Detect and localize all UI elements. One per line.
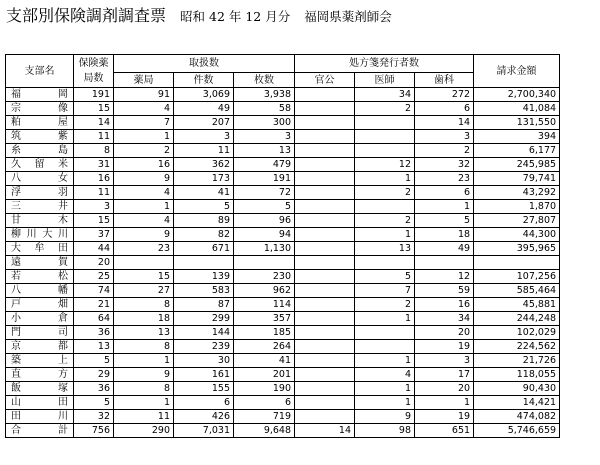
cell-claim: 2,700,340 [474, 88, 560, 102]
cell-ins: 21 [74, 298, 114, 312]
header-cases: 件数 [174, 73, 234, 88]
cell-sheets: 3 [234, 130, 295, 144]
survey-table [5, 54, 560, 438]
cell-sheets: 264 [234, 340, 295, 354]
cell-den: 12 [415, 270, 474, 284]
table-row [6, 228, 560, 242]
title-organization: 福岡県薬剤師会 [304, 9, 392, 24]
cell-pub: 14 [295, 424, 355, 438]
cell-name: 宗像 [6, 102, 74, 116]
header-row-1 [6, 55, 560, 73]
table-row [6, 242, 560, 256]
cell-doc: 5 [355, 270, 415, 284]
cell-doc: 34 [355, 88, 415, 102]
cell-ins: 32 [74, 410, 114, 424]
cell-ins: 3 [74, 200, 114, 214]
table-row [6, 144, 560, 158]
cell-claim: 585,464 [474, 284, 560, 298]
table-row [6, 298, 560, 312]
cell-sheets: 185 [234, 326, 295, 340]
cell-pub [295, 228, 355, 242]
cell-ins: 37 [74, 228, 114, 242]
cell-ins: 25 [74, 270, 114, 284]
cell-ph: 4 [114, 102, 174, 116]
cell-sheets: 190 [234, 382, 295, 396]
cell-sheets: 300 [234, 116, 295, 130]
cell-name: 福岡 [6, 88, 74, 102]
cell-den: 49 [415, 242, 474, 256]
cell-name: 門司 [6, 326, 74, 340]
cell-name: 八幡 [6, 284, 74, 298]
cell-sheets: 13 [234, 144, 295, 158]
cell-doc: 9 [355, 410, 415, 424]
cell-den: 2 [415, 144, 474, 158]
cell-doc: 2 [355, 298, 415, 312]
header-public: 官公 [295, 73, 355, 88]
cell-ins: 15 [74, 102, 114, 116]
cell-doc [355, 340, 415, 354]
cell-den: 651 [415, 424, 474, 438]
cell-cases: 139 [174, 270, 234, 284]
cell-claim: 45,881 [474, 298, 560, 312]
cell-claim: 224,562 [474, 340, 560, 354]
cell-sheets: 5 [234, 200, 295, 214]
cell-ph: 8 [114, 340, 174, 354]
cell-sheets: 479 [234, 158, 295, 172]
cell-ins: 8 [74, 144, 114, 158]
cell-pub [295, 298, 355, 312]
cell-ins: 756 [74, 424, 114, 438]
cell-cases: 161 [174, 368, 234, 382]
cell-claim: 44,300 [474, 228, 560, 242]
header-dentist: 歯科 [415, 73, 474, 88]
cell-cases: 207 [174, 116, 234, 130]
table-row [6, 102, 560, 116]
cell-ph: 7 [114, 116, 174, 130]
table-row [6, 382, 560, 396]
cell-doc [355, 200, 415, 214]
cell-pub [295, 158, 355, 172]
cell-pub [295, 242, 355, 256]
cell-sheets: 191 [234, 172, 295, 186]
cell-doc: 2 [355, 214, 415, 228]
cell-doc [355, 256, 415, 270]
header-claim: 請求金額 [474, 55, 560, 88]
cell-pub [295, 256, 355, 270]
cell-pub [295, 284, 355, 298]
cell-doc [355, 130, 415, 144]
cell-cases: 7,031 [174, 424, 234, 438]
cell-ph: 13 [114, 326, 174, 340]
cell-sheets: 96 [234, 214, 295, 228]
cell-doc: 98 [355, 424, 415, 438]
cell-den: 14 [415, 116, 474, 130]
cell-pub [295, 186, 355, 200]
header-prescriber: 処方箋発行者数 [295, 55, 474, 73]
cell-name: 浮羽 [6, 186, 74, 200]
cell-ph: 1 [114, 354, 174, 368]
cell-doc: 1 [355, 354, 415, 368]
cell-name: 八女 [6, 172, 74, 186]
cell-doc: 7 [355, 284, 415, 298]
cell-pub [295, 312, 355, 326]
cell-name: 京都 [6, 340, 74, 354]
table-row [6, 270, 560, 284]
cell-name: 大牟田 [6, 242, 74, 256]
cell-ins: 13 [74, 340, 114, 354]
cell-pub [295, 326, 355, 340]
table-row [6, 130, 560, 144]
cell-ins: 20 [74, 256, 114, 270]
cell-claim: 6,177 [474, 144, 560, 158]
cell-ph: 91 [114, 88, 174, 102]
cell-claim: 79,741 [474, 172, 560, 186]
cell-cases: 87 [174, 298, 234, 312]
cell-claim: 474,082 [474, 410, 560, 424]
cell-ph: 1 [114, 200, 174, 214]
cell-claim: 131,550 [474, 116, 560, 130]
cell-cases: 41 [174, 186, 234, 200]
cell-den: 19 [415, 340, 474, 354]
cell-doc: 12 [355, 158, 415, 172]
cell-cases: 239 [174, 340, 234, 354]
cell-pub [295, 270, 355, 284]
cell-den: 17 [415, 368, 474, 382]
cell-ph: 290 [114, 424, 174, 438]
cell-den: 20 [415, 326, 474, 340]
cell-doc [355, 144, 415, 158]
cell-ph: 15 [114, 270, 174, 284]
cell-doc: 1 [355, 396, 415, 410]
cell-doc: 2 [355, 186, 415, 200]
cell-ins: 36 [74, 382, 114, 396]
table-row [6, 158, 560, 172]
cell-doc [355, 116, 415, 130]
table-row [6, 116, 560, 130]
cell-ph: 1 [114, 396, 174, 410]
cell-name: 三井 [6, 200, 74, 214]
cell-name: 戸畑 [6, 298, 74, 312]
cell-claim: 14,421 [474, 396, 560, 410]
cell-cases: 11 [174, 144, 234, 158]
cell-ins: 5 [74, 354, 114, 368]
cell-sheets: 94 [234, 228, 295, 242]
cell-pub [295, 214, 355, 228]
cell-sheets: 230 [234, 270, 295, 284]
cell-doc [355, 326, 415, 340]
cell-pub [295, 368, 355, 382]
cell-den: 1 [415, 396, 474, 410]
table-row [6, 354, 560, 368]
cell-ins: 64 [74, 312, 114, 326]
cell-cases: 671 [174, 242, 234, 256]
cell-den: 19 [415, 410, 474, 424]
cell-den: 20 [415, 382, 474, 396]
cell-pub [295, 102, 355, 116]
cell-den [415, 256, 474, 270]
cell-den: 34 [415, 312, 474, 326]
cell-den: 6 [415, 102, 474, 116]
cell-den: 59 [415, 284, 474, 298]
cell-name: 山田 [6, 396, 74, 410]
cell-den: 18 [415, 228, 474, 242]
cell-claim: 394 [474, 130, 560, 144]
cell-pub [295, 200, 355, 214]
cell-cases: 82 [174, 228, 234, 242]
cell-claim: 244,248 [474, 312, 560, 326]
cell-den: 3 [415, 354, 474, 368]
cell-claim: 102,029 [474, 326, 560, 340]
cell-cases: 30 [174, 354, 234, 368]
cell-den: 23 [415, 172, 474, 186]
table-row [6, 186, 560, 200]
cell-sheets [234, 256, 295, 270]
cell-cases: 89 [174, 214, 234, 228]
cell-sheets: 962 [234, 284, 295, 298]
cell-name: 粕屋 [6, 116, 74, 130]
cell-ph: 4 [114, 186, 174, 200]
cell-claim: 21,726 [474, 354, 560, 368]
table-row [6, 256, 560, 270]
cell-ph: 8 [114, 382, 174, 396]
table-row [6, 326, 560, 340]
cell-name: 糸島 [6, 144, 74, 158]
cell-den: 5 [415, 214, 474, 228]
cell-sheets: 6 [234, 396, 295, 410]
table-row [6, 340, 560, 354]
cell-pub [295, 354, 355, 368]
cell-claim: 27,807 [474, 214, 560, 228]
cell-ins: 16 [74, 172, 114, 186]
cell-ins: 5 [74, 396, 114, 410]
cell-claim: 107,256 [474, 270, 560, 284]
table-row [6, 424, 560, 438]
table-row [6, 200, 560, 214]
header-doctor: 医師 [355, 73, 415, 88]
table-row [6, 312, 560, 326]
cell-doc: 1 [355, 172, 415, 186]
cell-ins: 44 [74, 242, 114, 256]
cell-name: 遠賀 [6, 256, 74, 270]
cell-name: 飯塚 [6, 382, 74, 396]
cell-den: 16 [415, 298, 474, 312]
header-branch: 支部名 [6, 55, 74, 88]
cell-doc: 1 [355, 382, 415, 396]
cell-claim: 1,870 [474, 200, 560, 214]
cell-ph: 9 [114, 172, 174, 186]
cell-claim: 5,746,659 [474, 424, 560, 438]
table-row [6, 410, 560, 424]
cell-sheets: 58 [234, 102, 295, 116]
cell-ins: 36 [74, 326, 114, 340]
table-body [6, 88, 560, 438]
cell-cases: 173 [174, 172, 234, 186]
cell-cases: 155 [174, 382, 234, 396]
cell-cases: 49 [174, 102, 234, 116]
cell-cases: 144 [174, 326, 234, 340]
cell-den: 272 [415, 88, 474, 102]
cell-sheets: 201 [234, 368, 295, 382]
cell-claim: 118,055 [474, 368, 560, 382]
cell-cases: 6 [174, 396, 234, 410]
cell-claim: 245,985 [474, 158, 560, 172]
cell-pub [295, 172, 355, 186]
table-row [6, 368, 560, 382]
cell-name: 甘木 [6, 214, 74, 228]
title-period: 昭和 42 年 12 月分 [180, 9, 291, 24]
cell-claim [474, 256, 560, 270]
cell-ph: 11 [114, 410, 174, 424]
cell-sheets: 9,648 [234, 424, 295, 438]
cell-ph [114, 256, 174, 270]
cell-cases: 583 [174, 284, 234, 298]
table-row [6, 172, 560, 186]
table-row [6, 88, 560, 102]
cell-pub [295, 116, 355, 130]
cell-doc: 1 [355, 312, 415, 326]
title-main: 支部別保険調剤調査票 [6, 6, 167, 25]
cell-ins: 11 [74, 130, 114, 144]
cell-ph: 1 [114, 130, 174, 144]
cell-ph: 18 [114, 312, 174, 326]
cell-sheets: 1,130 [234, 242, 295, 256]
cell-pub [295, 88, 355, 102]
cell-sheets: 3,938 [234, 88, 295, 102]
cell-name: 直方 [6, 368, 74, 382]
header-handling: 取扱数 [114, 55, 295, 73]
cell-cases [174, 256, 234, 270]
cell-ins: 191 [74, 88, 114, 102]
cell-ph: 8 [114, 298, 174, 312]
cell-doc: 13 [355, 242, 415, 256]
cell-den: 3 [415, 130, 474, 144]
cell-sheets: 72 [234, 186, 295, 200]
cell-claim: 43,292 [474, 186, 560, 200]
cell-ph: 9 [114, 228, 174, 242]
cell-den: 1 [415, 200, 474, 214]
cell-sheets: 719 [234, 410, 295, 424]
cell-claim: 90,430 [474, 382, 560, 396]
cell-cases: 299 [174, 312, 234, 326]
cell-sheets: 357 [234, 312, 295, 326]
cell-sheets: 41 [234, 354, 295, 368]
cell-cases: 362 [174, 158, 234, 172]
cell-name: 小倉 [6, 312, 74, 326]
cell-ins: 31 [74, 158, 114, 172]
table-row [6, 214, 560, 228]
cell-ins: 11 [74, 186, 114, 200]
cell-cases: 426 [174, 410, 234, 424]
cell-doc: 4 [355, 368, 415, 382]
cell-pub [295, 396, 355, 410]
header-pharmacy: 薬局 [114, 73, 174, 88]
cell-name: 久留米 [6, 158, 74, 172]
cell-ph: 27 [114, 284, 174, 298]
cell-cases: 3,069 [174, 88, 234, 102]
cell-name: 田川 [6, 410, 74, 424]
table-row [6, 396, 560, 410]
cell-pub [295, 410, 355, 424]
header-sheets: 枚数 [234, 73, 295, 88]
cell-claim: 41,084 [474, 102, 560, 116]
cell-ph: 2 [114, 144, 174, 158]
cell-claim: 395,965 [474, 242, 560, 256]
cell-ph: 23 [114, 242, 174, 256]
cell-ins: 29 [74, 368, 114, 382]
cell-doc: 2 [355, 102, 415, 116]
cell-pub [295, 382, 355, 396]
cell-name: 柳川大川 [6, 228, 74, 242]
cell-name: 若松 [6, 270, 74, 284]
cell-ins: 74 [74, 284, 114, 298]
cell-cases: 3 [174, 130, 234, 144]
cell-ph: 16 [114, 158, 174, 172]
cell-sheets: 114 [234, 298, 295, 312]
cell-ph: 9 [114, 368, 174, 382]
cell-name: 筑紫 [6, 130, 74, 144]
cell-pub [295, 340, 355, 354]
header-insurance-pharmacies: 保険薬局数 [74, 55, 114, 88]
cell-pub [295, 144, 355, 158]
cell-ins: 14 [74, 116, 114, 130]
document-title [6, 6, 392, 27]
cell-pub [295, 130, 355, 144]
cell-den: 32 [415, 158, 474, 172]
cell-ph: 4 [114, 214, 174, 228]
table-row [6, 284, 560, 298]
cell-name: 合計 [6, 424, 74, 438]
cell-cases: 5 [174, 200, 234, 214]
cell-name: 築上 [6, 354, 74, 368]
cell-doc: 1 [355, 228, 415, 242]
cell-den: 6 [415, 186, 474, 200]
cell-ins: 15 [74, 214, 114, 228]
